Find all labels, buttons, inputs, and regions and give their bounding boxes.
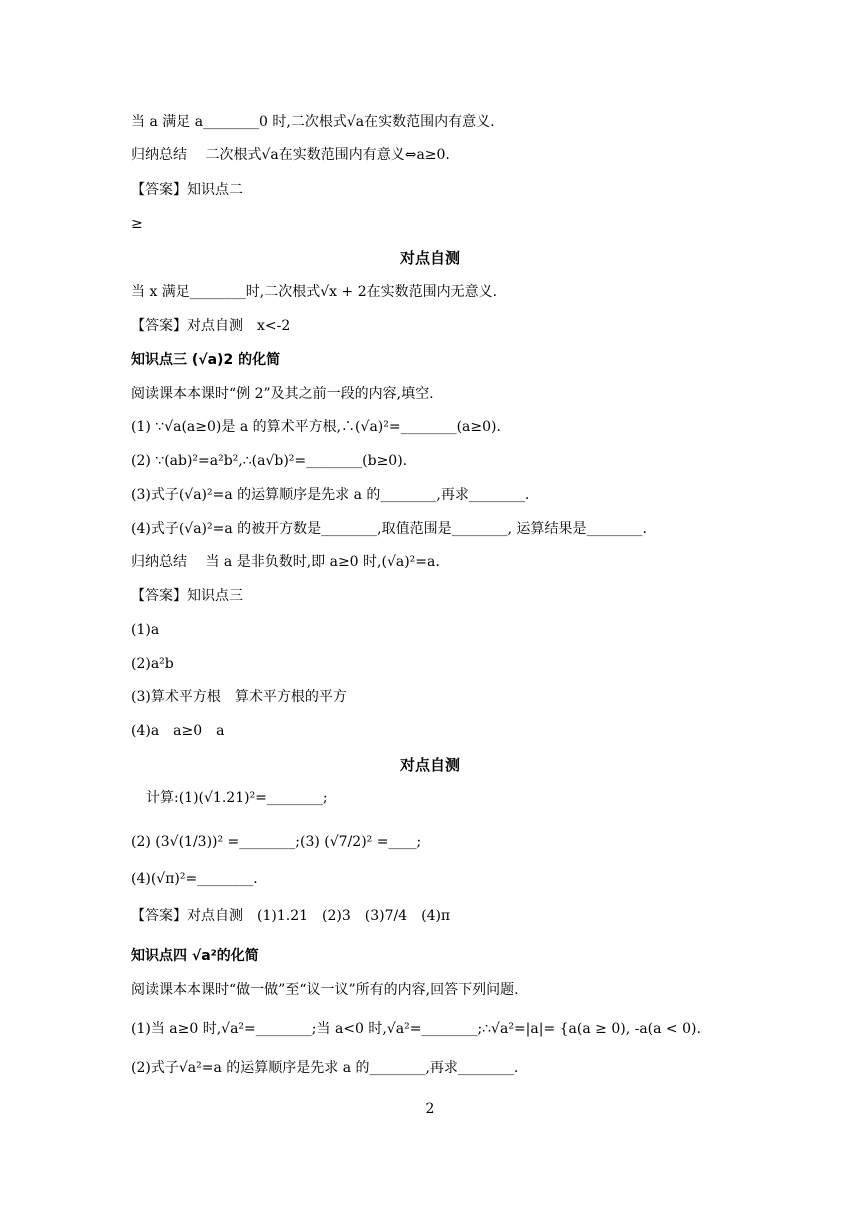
answer-line: (1)a: [131, 622, 160, 638]
question-line: (1)当 a≥0 时,√a²=________;当 a<0 时,√a²=________;∴√a²=|a|= {a(a ≥ 0), -a(a < 0).: [131, 1021, 701, 1037]
question-line: (1) ∵√a(a≥0)是 a 的算术平方根,∴(√a)²=________(a≥0).: [131, 419, 501, 435]
page-number: 2: [425, 1101, 435, 1117]
question-line: (2)式子√a²=a 的运算顺序是先求 a 的________,再求________.: [131, 1060, 519, 1076]
section-heading: 对点自测: [399, 756, 460, 774]
summary-line: 归纳总结 二次根式√a在实数范围内有意义⇔a≥0.: [131, 147, 450, 163]
question-line: (3)式子(√a)²=a 的运算顺序是先求 a 的________,再求________.: [131, 487, 530, 503]
question-line: (4)式子(√a)²=a 的被开方数是________,取值范围是________, 运算结果是________.: [131, 521, 647, 537]
answer-line: 【答案】对点自测 (1)1.21 (2)3 (3)7/4 (4)π: [131, 908, 451, 924]
answer-line: (2)a²b: [131, 656, 174, 672]
text-line: 当 a 满足 a________0 时,二次根式√a在实数范围内有意义.: [131, 114, 495, 130]
subsection-heading: 知识点四 √a²的化简: [131, 948, 259, 964]
question-line: 计算:(1)(√1.21)²=________;: [146, 790, 328, 806]
answer-line: 【答案】知识点三: [131, 588, 243, 604]
answer-line: (4)a a≥0 a: [131, 723, 225, 739]
question-line: (2) ∵(ab)²=a²b²,∴(a√b)²=________(b≥0).: [131, 453, 408, 469]
text-line: 阅读课本本课时“例 2”及其之前一段的内容,填空.: [131, 386, 434, 402]
section-heading: 对点自测: [399, 249, 460, 267]
question-line: (4)(√π)²=________.: [131, 871, 258, 887]
text-line: 当 x 满足________时,二次根式√x + 2在实数范围内无意义.: [131, 284, 498, 300]
answer-line: (3)算术平方根 算术平方根的平方: [131, 689, 347, 705]
summary-line: 归纳总结 当 a 是非负数时,即 a≥0 时,(√a)²=a.: [131, 554, 440, 570]
subsection-heading: 知识点三 (√a)2 的化简: [131, 352, 281, 368]
question-line: (2) (3√(1/3))² =________;(3) (√7/2)² =____;: [131, 834, 422, 850]
text-line: 阅读课本本课时“做一做”至“议一议”所有的内容,回答下列问题.: [131, 982, 519, 998]
answer-line: 【答案】知识点二: [131, 182, 243, 198]
answer-line: ≥: [131, 216, 143, 232]
answer-line: 【答案】对点自测 x<-2: [131, 318, 291, 334]
